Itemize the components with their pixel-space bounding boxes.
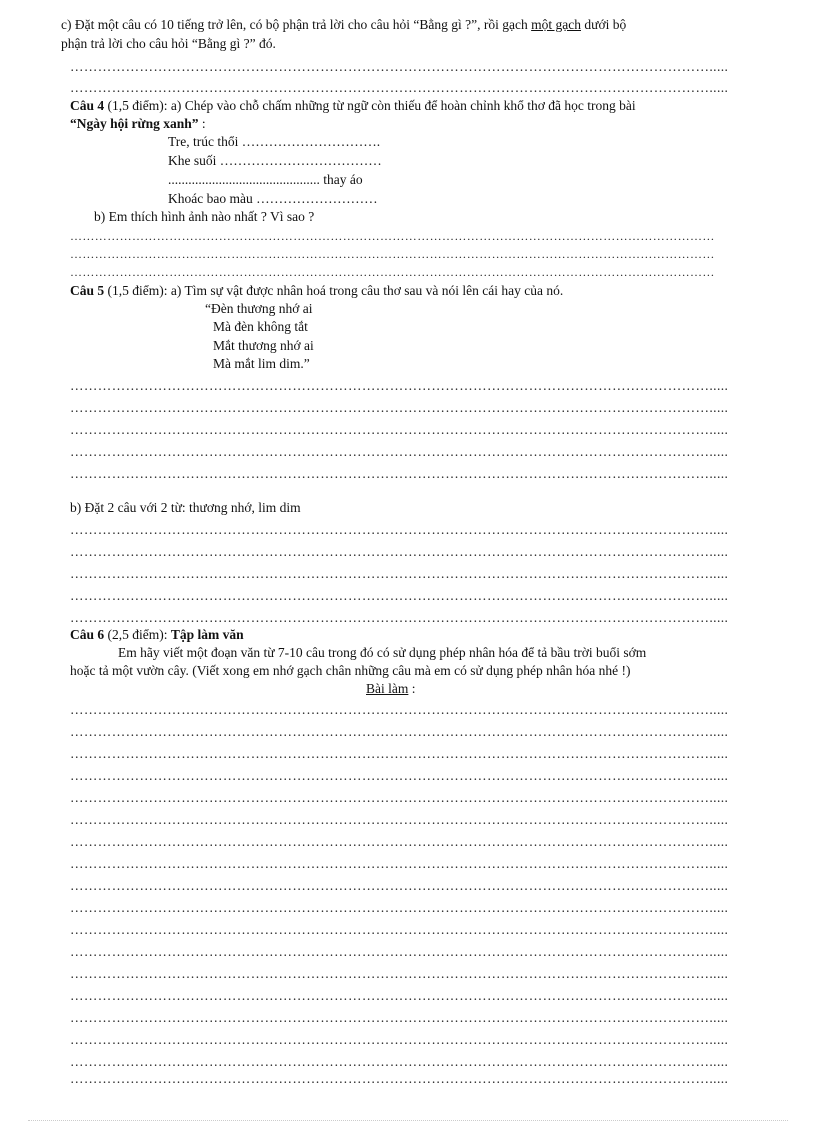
q6-prompt-line-2: hoặc tả một vườn cây. (Viết xong em nhớ gạch chân những câu mà em có sử dụng phép nhân hóa nhé !) xyxy=(70,663,631,678)
q4-poem-title: “Ngày hội rừng xanh” : xyxy=(70,116,206,131)
answer-dot-line[interactable]: …………………………………………………………………………………………………………………………..... xyxy=(70,80,729,95)
essay-dot-line[interactable]: …………………………………………………………………………………………………………………………..... xyxy=(70,812,729,827)
essay-dot-line[interactable]: …………………………………………………………………………………………………………………………..... xyxy=(70,1054,729,1069)
bailam-heading: Bài làm : xyxy=(366,681,416,696)
answer-dot-line[interactable]: …………………………………………………………………………………………………………………………..... xyxy=(70,378,729,393)
answer-dot-line[interactable]: …………………………………………………………………………………………………………………………..... xyxy=(70,59,729,74)
essay-dot-line[interactable]: …………………………………………………………………………………………………………………………..... xyxy=(70,922,729,937)
essay-dot-line[interactable]: …………………………………………………………………………………………………………………………..... xyxy=(70,1032,729,1047)
essay-dot-line[interactable]: …………………………………………………………………………………………………………………………..... xyxy=(70,988,729,1003)
essay-dot-line[interactable]: …………………………………………………………………………………………………………………………..... xyxy=(70,900,729,915)
answer-dot-line[interactable]: ………………………………………………………………………………………………………………………………………… xyxy=(70,229,715,243)
answer-dot-line[interactable]: …………………………………………………………………………………………………………………………..... xyxy=(70,400,729,415)
q4-poem-line: Khe suối ……………………………… xyxy=(168,153,382,168)
essay-dot-line[interactable]: …………………………………………………………………………………………………………………………..... xyxy=(70,878,729,893)
q6-label: Câu 6 xyxy=(70,627,105,642)
q6-prompt-line-1: Em hãy viết một đoạn văn từ 7-10 câu trong đó có sử dụng phép nhân hóa để tả bầu trời buổi sớm xyxy=(118,645,647,660)
q5-part-b: b) Đặt 2 câu với 2 từ: thương nhớ, lim dim xyxy=(70,500,301,515)
q6-topic: Tập làm văn xyxy=(170,627,244,642)
c-question-line-1: c) Đặt một câu có 10 tiếng trở lên, có bộ phận trả lời cho câu hỏi “Bằng gì ?”, rồi gạch một gạch dưới bộ xyxy=(61,17,627,32)
q5-poem-line: Mà đèn không tắt xyxy=(213,319,308,334)
q4-poem-line: Tre, trúc thổi …………………………. xyxy=(168,134,381,149)
q4-heading: Câu 4 (1,5 điểm): a) Chép vào chỗ chấm những từ ngữ còn thiếu để hoàn chỉnh khổ thơ đã học trong bài xyxy=(70,98,636,113)
answer-dot-line[interactable]: ………………………………………………………………………………………………………………………………………… xyxy=(70,265,715,279)
essay-dot-line[interactable]: …………………………………………………………………………………………………………………………..... xyxy=(70,1010,729,1025)
q4-poem-line: ............................................. thay áo xyxy=(168,172,363,187)
q6-heading: Câu 6 (2,5 điểm): Tập làm văn xyxy=(70,627,244,642)
page-bottom-divider xyxy=(28,1120,788,1121)
q5-poem-line: Mắt thương nhớ ai xyxy=(213,338,314,353)
q4-label: Câu 4 xyxy=(70,98,105,113)
essay-dot-line[interactable]: …………………………………………………………………………………………………………………………..... xyxy=(70,944,729,959)
answer-dot-line[interactable]: ………………………………………………………………………………………………………………………………………… xyxy=(70,247,715,261)
answer-dot-line[interactable]: …………………………………………………………………………………………………………………………..... xyxy=(70,588,729,603)
essay-dot-line[interactable]: …………………………………………………………………………………………………………………………..... xyxy=(70,856,729,871)
answer-dot-line[interactable]: …………………………………………………………………………………………………………………………..... xyxy=(70,610,729,625)
answer-dot-line[interactable]: …………………………………………………………………………………………………………………………..... xyxy=(70,444,729,459)
q5-heading: Câu 5 (1,5 điểm): a) Tìm sự vật được nhân hoá trong câu thơ sau và nói lên cái hay của nó. xyxy=(70,283,564,298)
answer-dot-line[interactable]: …………………………………………………………………………………………………………………………..... xyxy=(70,466,729,481)
q5-poem-line: “Đèn thương nhớ ai xyxy=(205,301,313,316)
q5-label: Câu 5 xyxy=(70,283,105,298)
q5-poem-line: Mà mắt lim dim.” xyxy=(213,356,310,371)
answer-dot-line[interactable]: …………………………………………………………………………………………………………………………..... xyxy=(70,522,729,537)
q4-poem-line: Khoác bao màu ……………………… xyxy=(168,191,378,206)
essay-dot-line[interactable]: …………………………………………………………………………………………………………………………..... xyxy=(70,724,729,739)
essay-dot-line[interactable]: …………………………………………………………………………………………………………………………..... xyxy=(70,966,729,981)
essay-dot-line[interactable]: …………………………………………………………………………………………………………………………..... xyxy=(70,1071,729,1086)
underline-phrase: một gạch xyxy=(531,17,581,32)
essay-dot-line[interactable]: …………………………………………………………………………………………………………………………..... xyxy=(70,834,729,849)
essay-dot-line[interactable]: …………………………………………………………………………………………………………………………..... xyxy=(70,702,729,717)
essay-dot-line[interactable]: …………………………………………………………………………………………………………………………..... xyxy=(70,768,729,783)
answer-dot-line[interactable]: …………………………………………………………………………………………………………………………..... xyxy=(70,544,729,559)
answer-dot-line[interactable]: …………………………………………………………………………………………………………………………..... xyxy=(70,566,729,581)
c-question-line-2: phận trả lời cho câu hỏi “Bằng gì ?” đó. xyxy=(61,36,276,51)
q4-part-b: b) Em thích hình ảnh nào nhất ? Vì sao ? xyxy=(94,209,315,224)
answer-dot-line[interactable]: …………………………………………………………………………………………………………………………..... xyxy=(70,422,729,437)
essay-dot-line[interactable]: …………………………………………………………………………………………………………………………..... xyxy=(70,746,729,761)
essay-dot-line[interactable]: …………………………………………………………………………………………………………………………..... xyxy=(70,790,729,805)
